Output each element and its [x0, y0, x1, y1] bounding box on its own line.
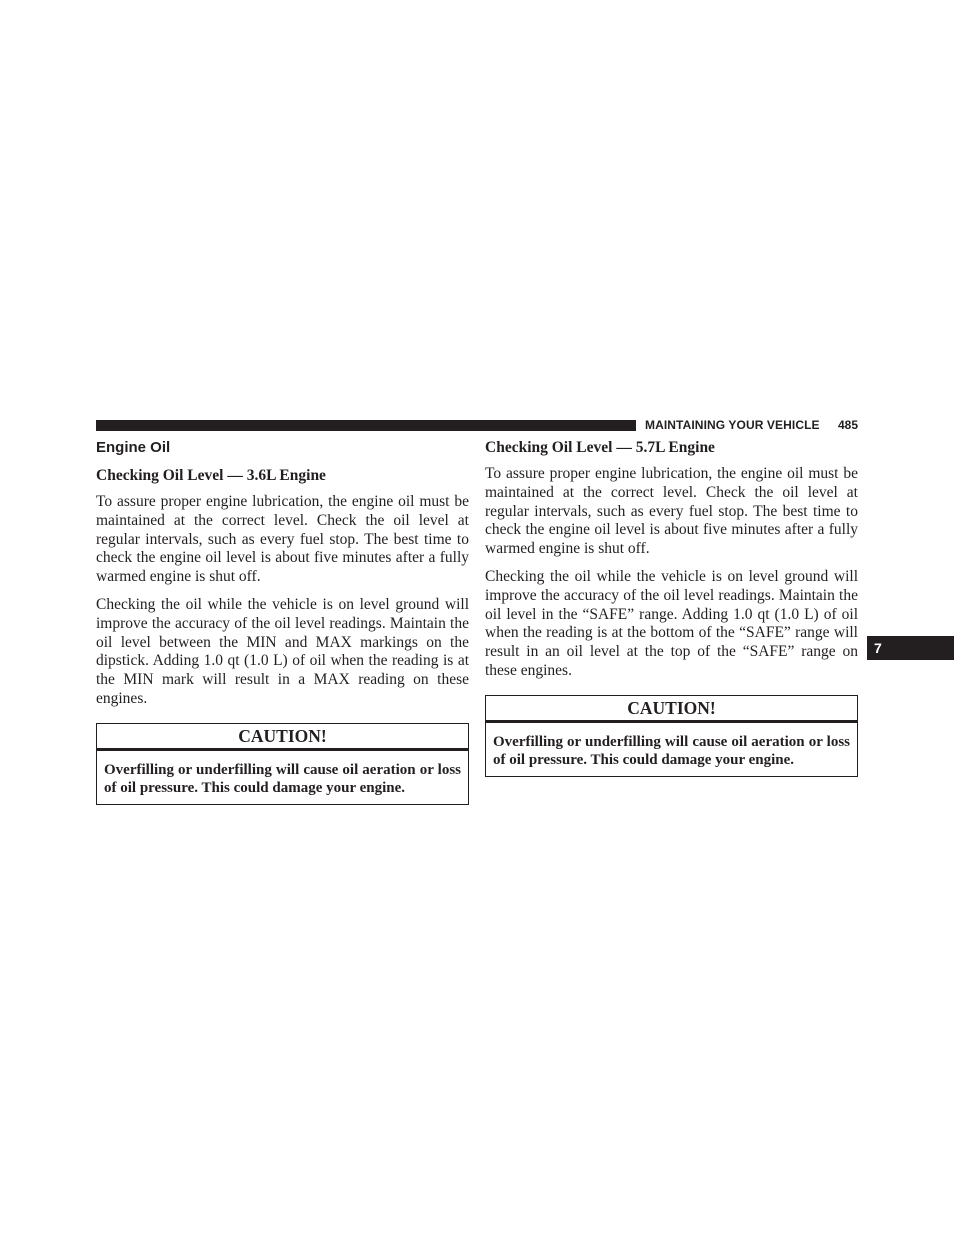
caution-box: [485, 695, 858, 777]
paragraph: To assure proper engine lubrication, the engine oil must be maintained at the correct level. Check the oil level at regular intervals, such as every fuel stop. The best time to check the engine oil level is about five minutes after a fully warmed engine is shut off.: [96, 493, 469, 586]
running-header: MAINTAINING YOUR VEHICLE: [645, 418, 820, 432]
chapter-number: 7: [874, 640, 882, 656]
left-column: [96, 437, 469, 805]
subhead-5-7l: Checking Oil Level — 5.7L Engine: [485, 439, 715, 456]
paragraph: Checking the oil while the vehicle is on level ground will improve the accuracy of the oil level readings. Maintain the oil level between the MIN and MAX markings on the dipstick. Adding 1.0 qt (1.0 L) of oil when the reading is at the MIN mark will result in a MAX reading on these engines.: [96, 595, 469, 707]
right-column: [485, 437, 858, 777]
caution-title: CAUTION!: [486, 696, 857, 723]
caution-box: [96, 723, 469, 805]
caution-title: CAUTION!: [97, 724, 468, 751]
subhead-3-6l: Checking Oil Level — 3.6L Engine: [96, 467, 326, 484]
page-number: 485: [838, 418, 859, 432]
paragraph: To assure proper engine lubrication, the engine oil must be maintained at the correct level. Check the oil level at regular intervals, such as every fuel stop. The best time to check the engine oil level is about five minutes after a fully warmed engine is shut off.: [485, 465, 858, 558]
paragraph: Checking the oil while the vehicle is on level ground will improve the accuracy of the oil level readings. Maintain the oil level in the “SAFE” range. Adding 1.0 qt (1.0 L) of oil when the reading is at the bottom of the “SAFE” range will result in an oil level at the top of the “SAFE” range on these engines.: [485, 567, 858, 679]
chapter-tab: [867, 636, 954, 660]
caution-text: Overfilling or underfilling will cause oil aeration or loss of oil pressure. This could damage your engine.: [493, 733, 850, 769]
caution-text: Overfilling or underfilling will cause oil aeration or loss of oil pressure. This could damage your engine.: [104, 761, 461, 797]
header-rule: [96, 420, 636, 431]
section-title: Engine Oil: [96, 439, 171, 456]
